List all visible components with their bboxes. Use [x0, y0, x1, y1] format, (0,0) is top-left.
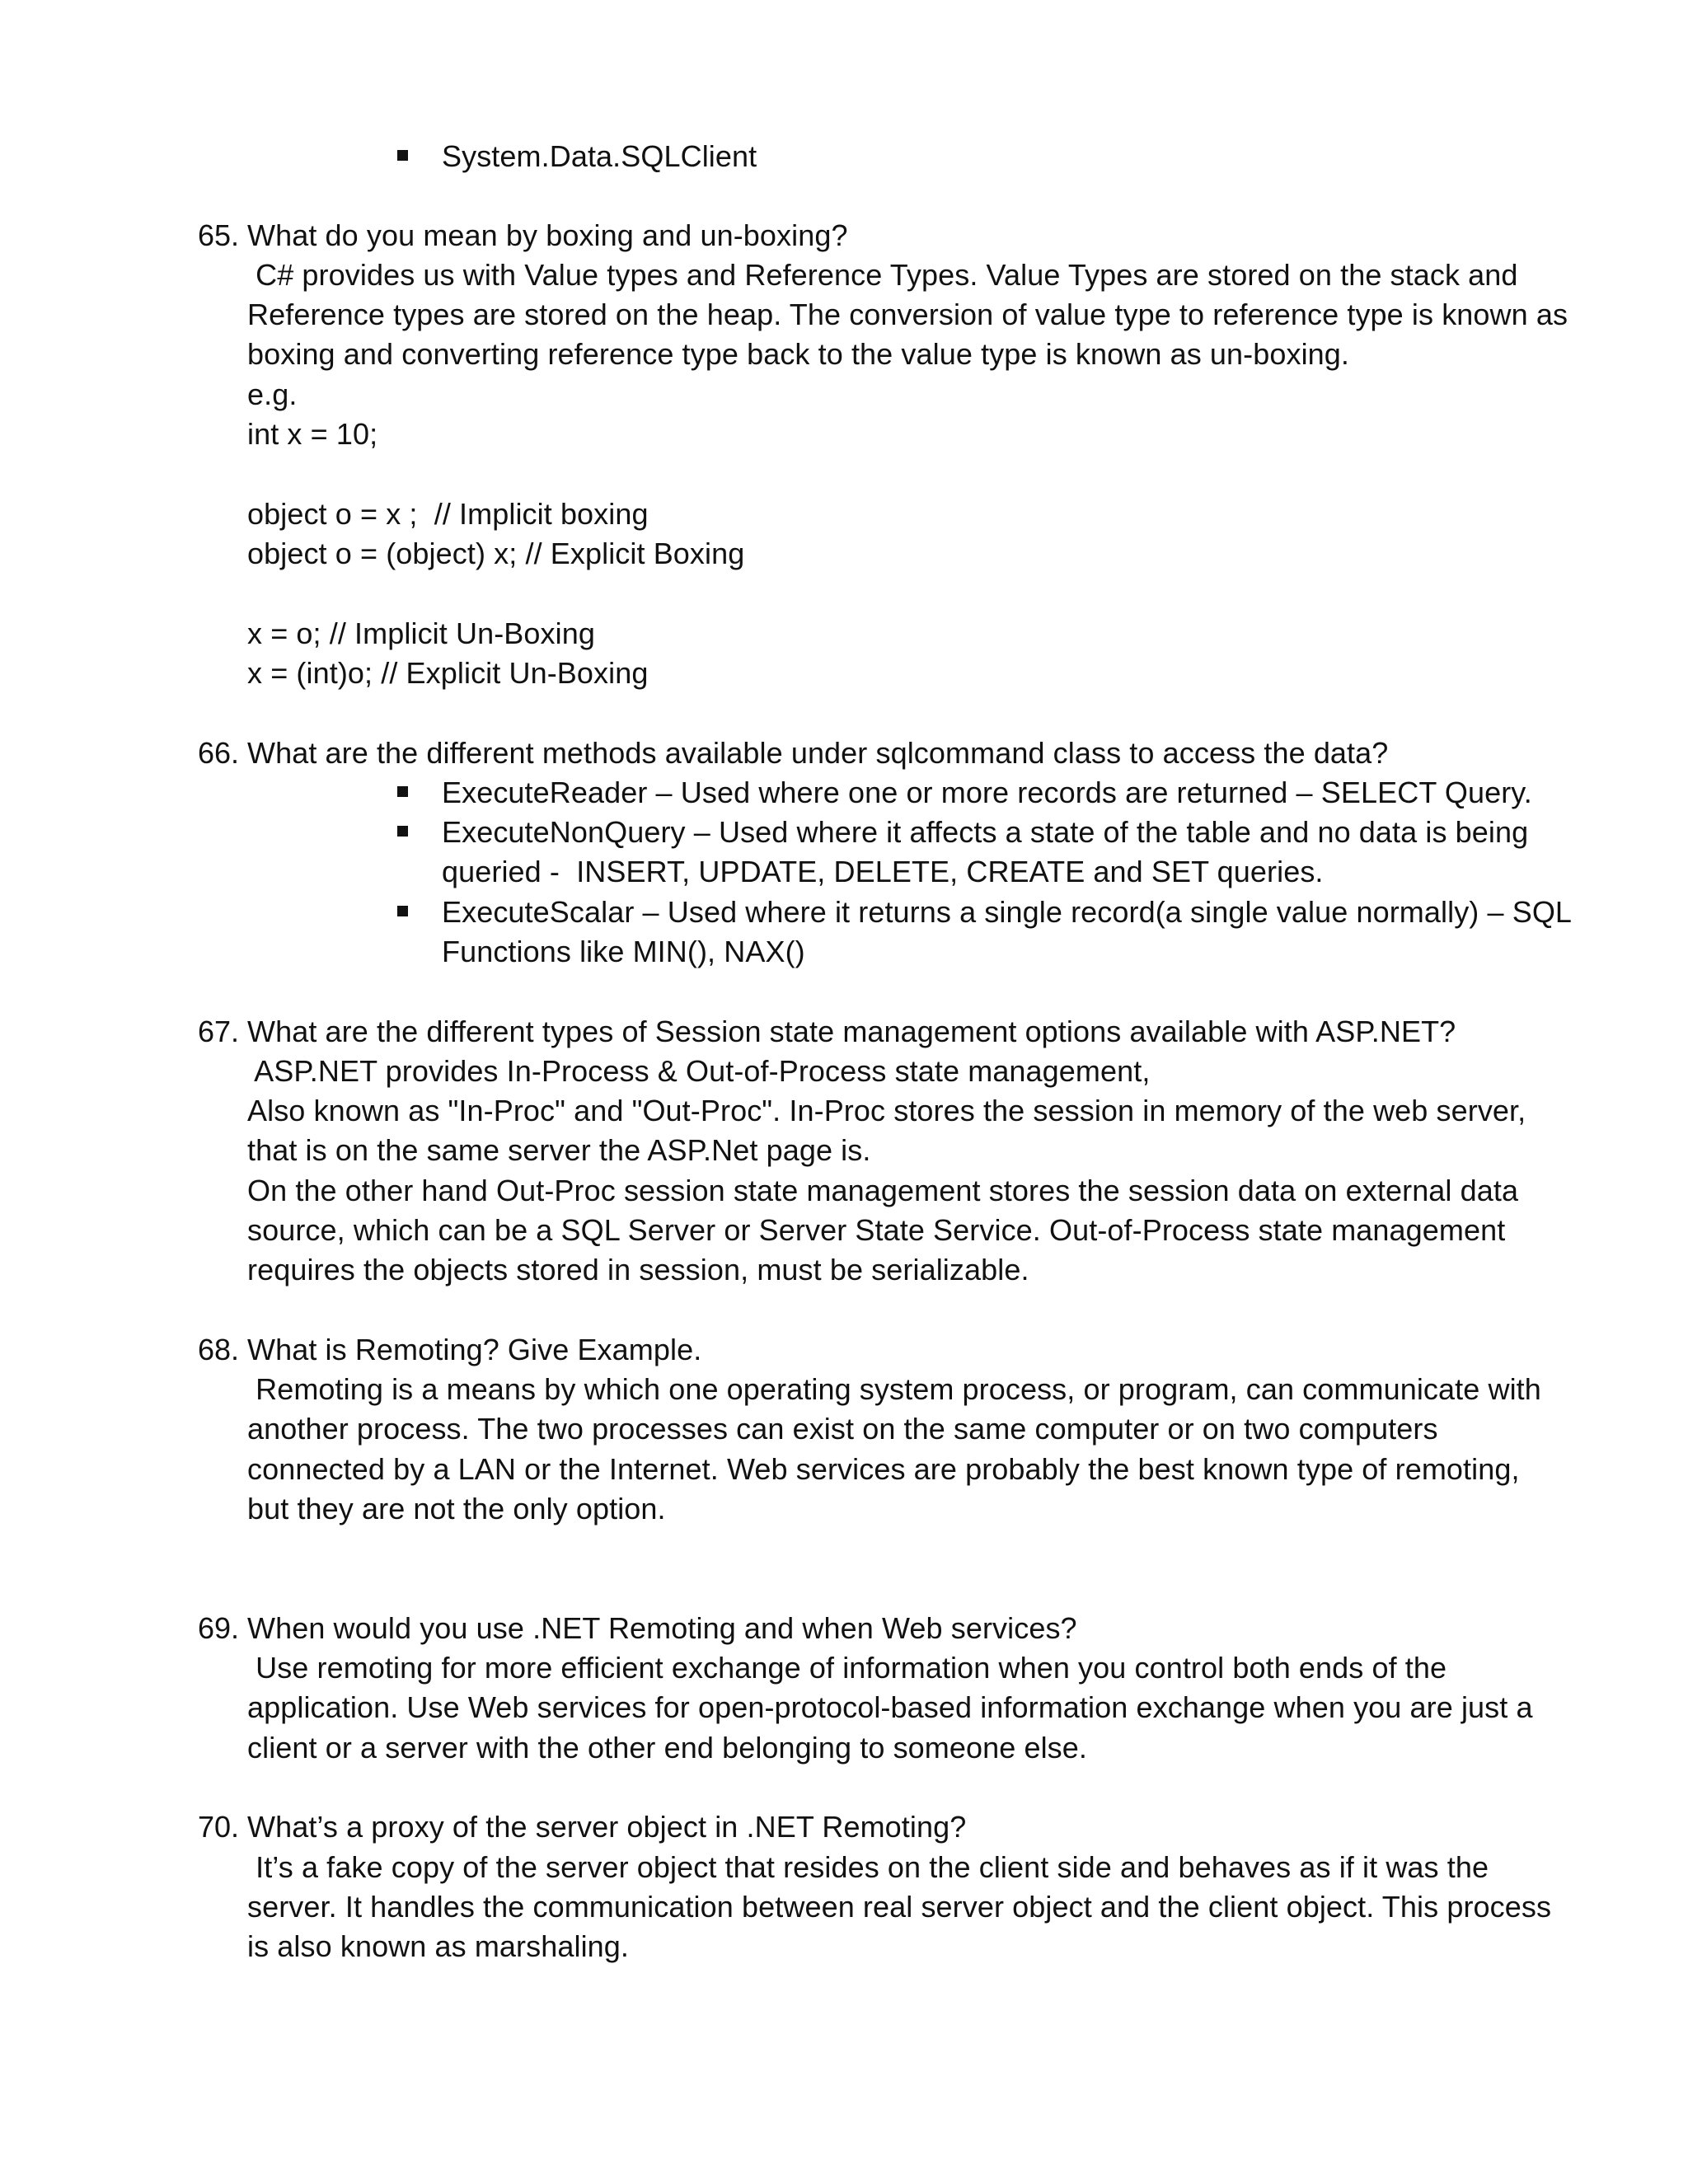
q70-question: What’s a proxy of the server object in .NET Remoting? — [247, 1810, 967, 1844]
q67-question: What are the different types of Session state management options available with ASP.NET? — [247, 1015, 1456, 1048]
bullet-marker — [397, 786, 408, 797]
q65-answer-line: C# provides us with Value types and Reference Types. Value Types are stored on the stack and — [247, 258, 1518, 292]
q66-bullet-line: ExecuteReader – Used where one or more records are returned – SELECT Query. — [442, 776, 1532, 809]
q70-answer-line: It’s a fake copy of the server object that resides on the client side and behaves as if it was the — [247, 1850, 1489, 1884]
bullet-marker — [397, 906, 408, 916]
q65-eg: e.g. — [247, 377, 298, 411]
q70-answer-line: server. It handles the communication between real server object and the client object. This process — [247, 1890, 1552, 1924]
q66-bullet-line: ExecuteScalar – Used where it returns a single record(a single value normally) – SQL — [442, 895, 1573, 929]
q68-number: 68. — [198, 1333, 240, 1366]
q65-code-line: object o = (object) x; // Explicit Boxing — [247, 537, 745, 570]
q70-answer-line: is also known as marshaling. — [247, 1929, 630, 1963]
q67-answer-line: On the other hand Out-Proc session state management stores the session data on external data — [247, 1174, 1519, 1207]
q68-answer-line: another process. The two processes can exist on the same computer or on two computers — [247, 1412, 1438, 1446]
q65-number: 65. — [198, 218, 240, 252]
q66-number: 66. — [198, 736, 240, 770]
q65-answer-line: Reference types are stored on the heap. The conversion of value type to reference type is known as — [247, 298, 1568, 331]
q67-answer-line: that is on the same server the ASP.Net page is. — [247, 1133, 871, 1167]
q68-answer-line: but they are not the only option. — [247, 1492, 666, 1526]
q69-question: When would you use .NET Remoting and when Web services? — [247, 1611, 1077, 1645]
bullet-marker — [397, 150, 408, 161]
q65-answer-line: boxing and converting reference type back to the value type is known as un-boxing. — [247, 337, 1350, 371]
bullet-marker — [397, 826, 408, 837]
q69-answer-line: application. Use Web services for open-protocol-based information exchange when you are just a — [247, 1690, 1533, 1724]
q70-number: 70. — [198, 1810, 240, 1844]
q68-question: What is Remoting? Give Example. — [247, 1333, 702, 1366]
q66-bullet-line: ExecuteNonQuery – Used where it affects a state of the table and no data is being — [442, 815, 1529, 849]
q67-answer-line: Also known as "In-Proc" and "Out-Proc". In-Proc stores the session in memory of the web server, — [247, 1094, 1526, 1127]
q68-answer-line: Remoting is a means by which one operating system process, or program, can communicate with — [247, 1372, 1541, 1406]
q67-number: 67. — [198, 1015, 240, 1048]
q69-answer-line: Use remoting for more efficient exchange of information when you control both ends of the — [247, 1651, 1447, 1685]
q67-answer-line: requires the objects stored in session, must be serializable. — [247, 1253, 1029, 1286]
top-bullet-text: System.Data.SQLClient — [442, 139, 757, 173]
q65-code-line: x = o; // Implicit Un-Boxing — [247, 616, 595, 650]
q65-question: What do you mean by boxing and un-boxing? — [247, 218, 848, 252]
q65-code-line: object o = x ; // Implicit boxing — [247, 497, 649, 531]
q65-code-line: x = (int)o; // Explicit Un-Boxing — [247, 656, 649, 690]
q69-number: 69. — [198, 1611, 240, 1645]
q66-bullet-line: queried - INSERT, UPDATE, DELETE, CREATE and SET queries. — [442, 855, 1324, 888]
q65-code-line: int x = 10; — [247, 417, 378, 451]
q67-answer-line: ASP.NET provides In-Process & Out-of-Process state management, — [247, 1054, 1151, 1088]
q67-answer-line: source, which can be a SQL Server or Server State Service. Out-of-Process state management — [247, 1213, 1506, 1247]
q68-answer-line: connected by a LAN or the Internet. Web services are probably the best known type of remoting, — [247, 1452, 1520, 1486]
q66-bullet-line: Functions like MIN(), NAX() — [442, 935, 805, 968]
q66-question: What are the different methods available under sqlcommand class to access the data? — [247, 736, 1389, 770]
q69-answer-line: client or a server with the other end belonging to someone else. — [247, 1731, 1088, 1765]
